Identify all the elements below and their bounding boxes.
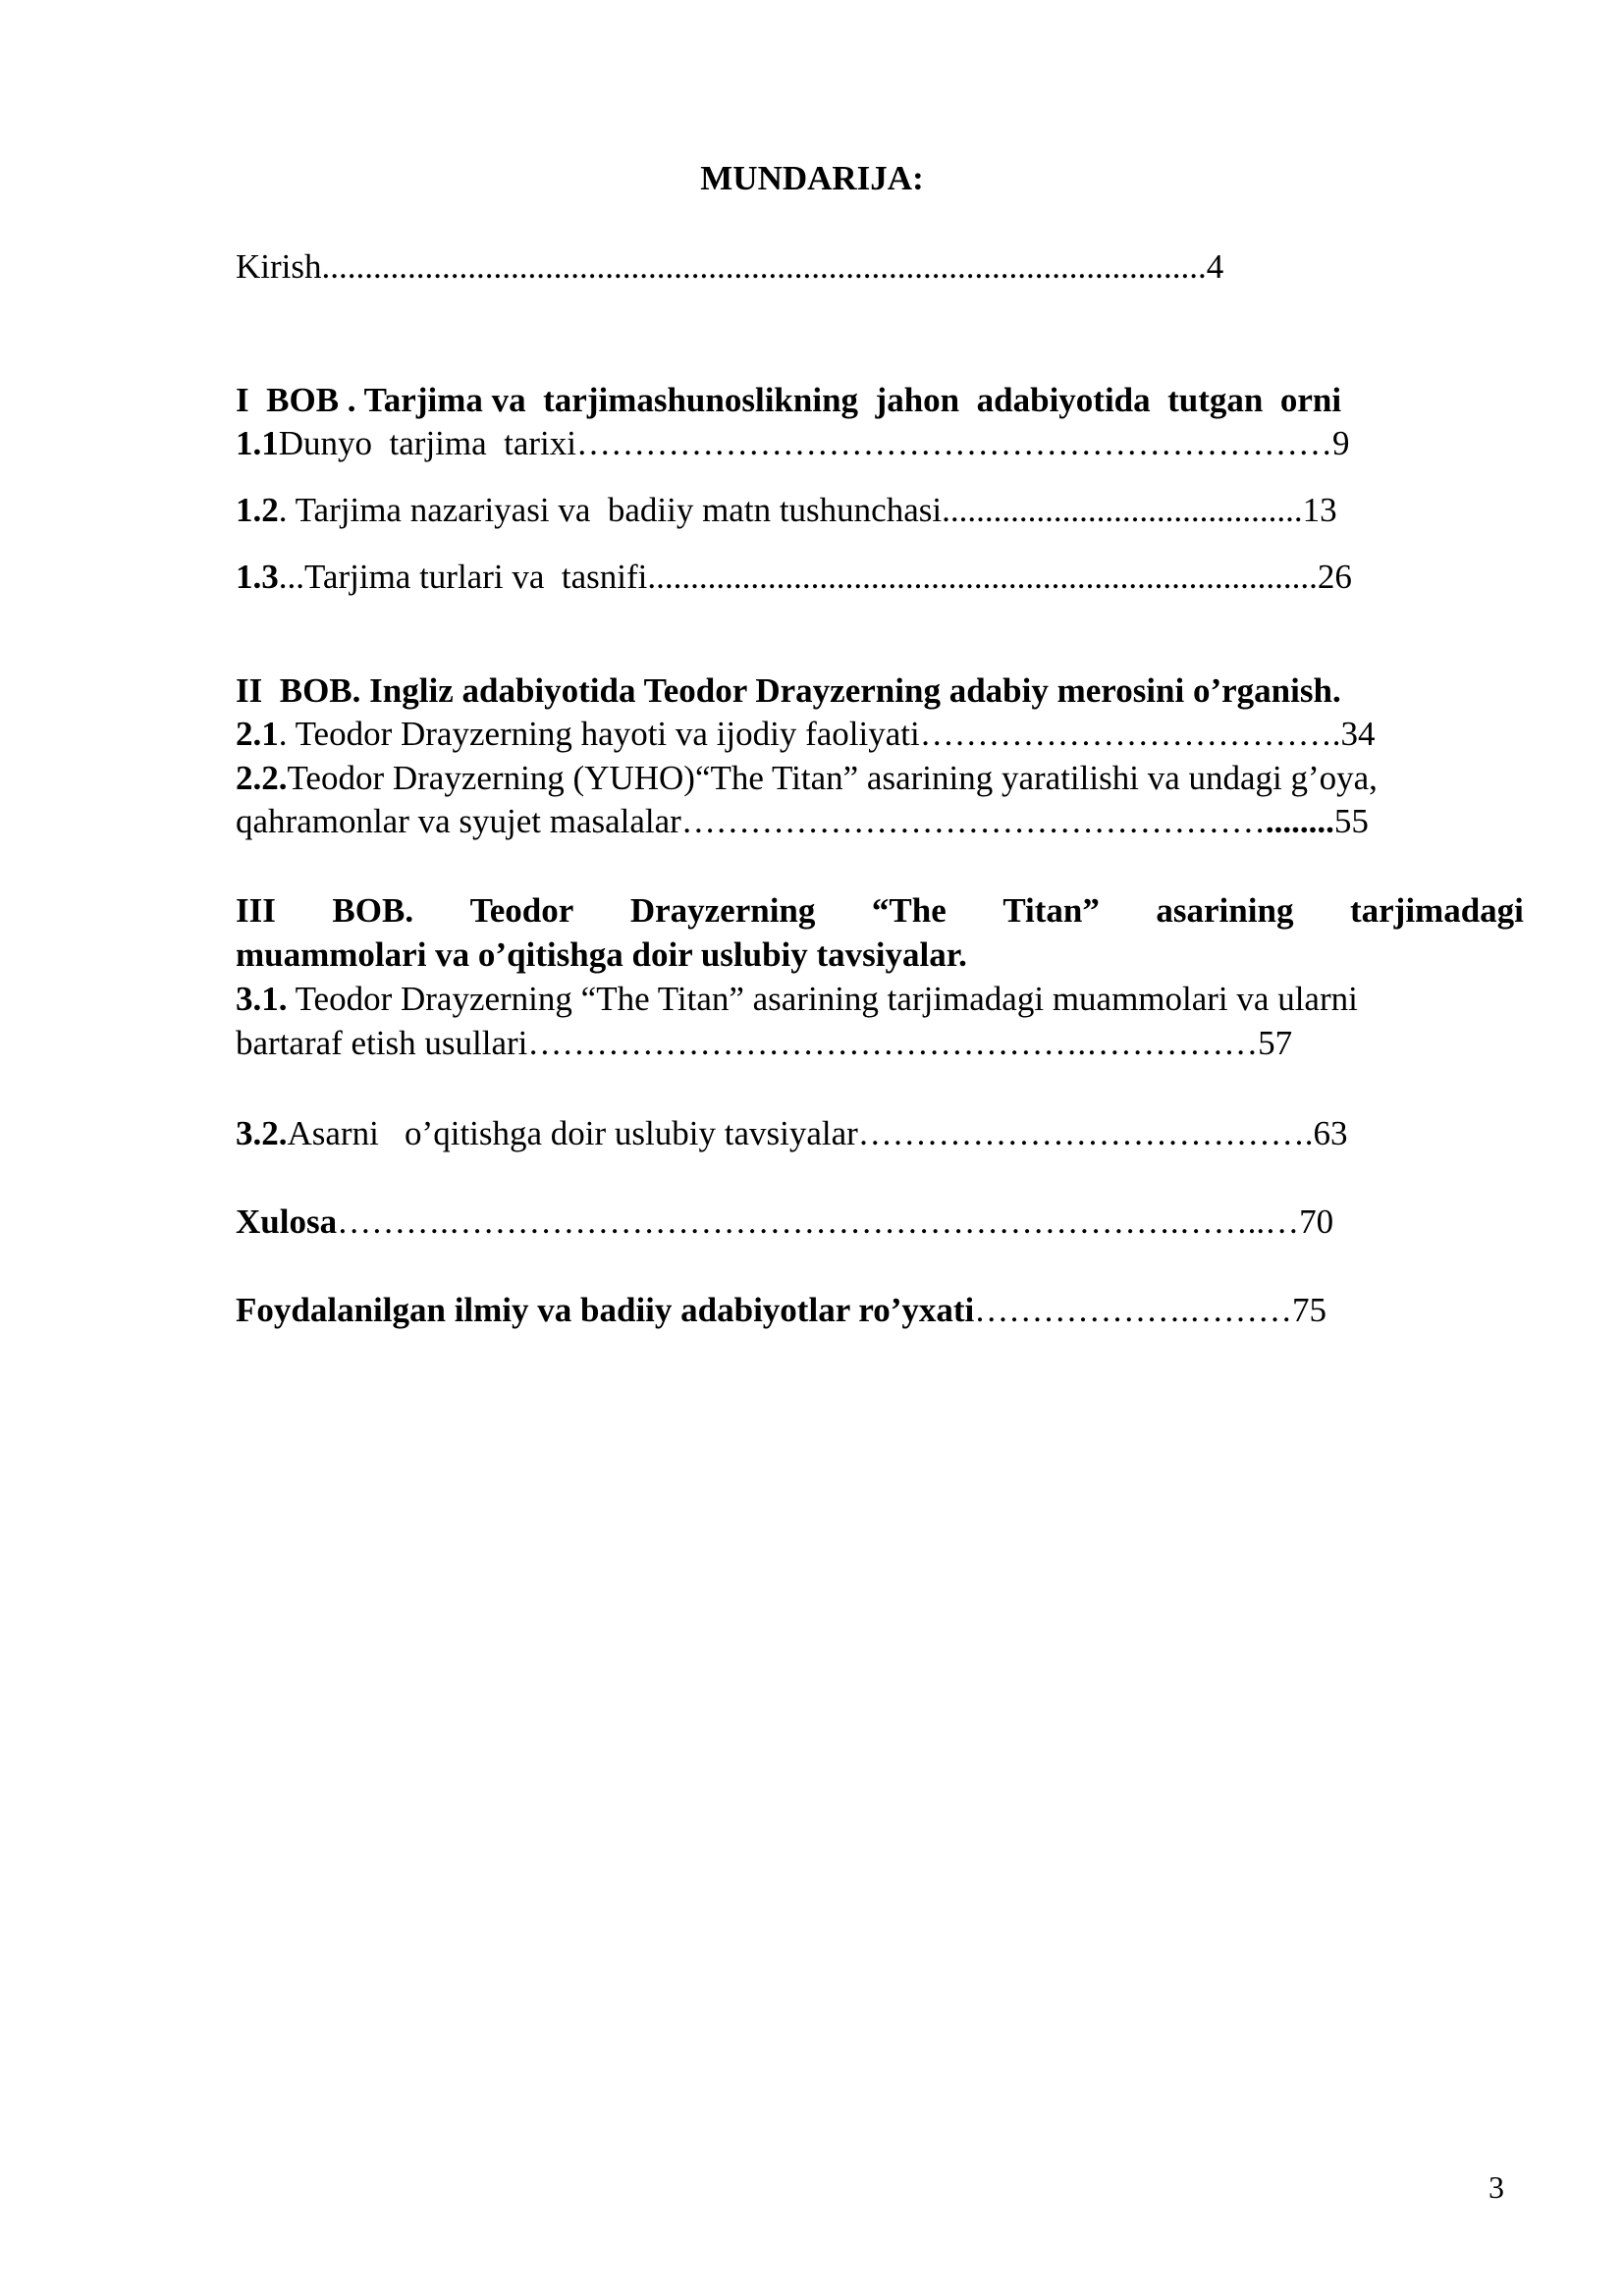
- section-number: 3.1.: [236, 980, 288, 1018]
- toc-leader: ………………………………….: [857, 1114, 1314, 1152]
- toc-leader: ……………….………: [974, 1291, 1293, 1329]
- section-number: 1.2: [236, 491, 279, 529]
- toc-text: Foydalanilgan ilmiy va badiiy adabiyotlar ro’yxati: [236, 1291, 975, 1329]
- chapter-3-heading: [236, 889, 1524, 933]
- toc-text: . Tarjima nazariyasi va badiiy matn tushunchasi: [278, 491, 943, 529]
- chapter-title: Tarjima va tarjimashunoslikning jahon adabiyotida tutgan orni: [363, 381, 1342, 419]
- toc-page: 70: [1299, 1202, 1334, 1241]
- toc-leader: ……………………………………………: [680, 802, 1266, 840]
- toc-entry-bibliography: [236, 1289, 1326, 1332]
- toc-page: 13: [1302, 491, 1337, 529]
- toc-text: Teodor Drayzerning (YUHO)“The Titan” asarining yaratilishi va undagi g’oya,: [287, 759, 1378, 797]
- toc-leader: …………………………………………………………: [576, 424, 1333, 462]
- toc-page: 9: [1332, 424, 1350, 462]
- toc-text: Asarni o’qitishga doir uslubiy tavsiyalar: [287, 1114, 858, 1152]
- toc-entry-1-1: [236, 422, 1350, 465]
- toc-entry-2-2: [236, 757, 1378, 800]
- heading-word: III: [236, 891, 276, 930]
- toc-text: Kirish: [236, 247, 322, 286]
- toc-entry-3-1-continued: [236, 1022, 1292, 1065]
- toc-text: Dunyo tarjima tarixi: [278, 424, 577, 462]
- toc-entry-xulosa: [236, 1201, 1333, 1244]
- toc-page: 55: [1333, 802, 1369, 840]
- chapter-label: I BOB .: [236, 381, 356, 419]
- toc-leader: ..........................................: [942, 491, 1303, 529]
- chapter-1-heading: [236, 379, 1341, 422]
- toc-entry-1-2: [236, 489, 1337, 532]
- toc-leader: ………………………………………….……………: [527, 1024, 1259, 1062]
- toc-text: ...Tarjima turlari va tasnifi: [278, 558, 648, 596]
- toc-leader: ..............................................................................: [647, 558, 1318, 596]
- toc-text: bartaraf etish usullari: [236, 1024, 528, 1062]
- toc-entry-kirish: [236, 245, 1223, 289]
- toc-text: . Teodor Drayzerning hayoti va ijodiy faoliyati: [278, 715, 920, 753]
- toc-entry-2-1: [236, 713, 1375, 756]
- toc-page: 26: [1317, 558, 1352, 596]
- toc-leader: ……………………………….: [919, 715, 1341, 753]
- heading-word: BOB.: [332, 891, 414, 930]
- toc-entry-3-2: [236, 1112, 1348, 1155]
- heading-word: Teodor: [469, 891, 574, 930]
- chapter-3-heading-continued: muammolari va o’qitishga doir uslubiy tavsiyalar.: [236, 935, 967, 974]
- toc-leader: .......................................................................................................: [321, 247, 1207, 286]
- toc-page: 57: [1258, 1024, 1293, 1062]
- chapter-2-heading: II BOB. Ingliz adabiyotida Teodor Drayzerning adabiy merosini o’rganish.: [236, 671, 1341, 710]
- section-number: 3.2.: [236, 1114, 288, 1152]
- toc-page: 75: [1292, 1291, 1327, 1329]
- toc-entry-3-1: [236, 978, 1358, 1021]
- section-number: 2.2.: [236, 759, 288, 797]
- toc-text: Xulosa: [236, 1202, 338, 1241]
- heading-word: “The: [871, 891, 947, 930]
- heading-word: Drayzerning: [629, 891, 816, 930]
- toc-page: 63: [1313, 1114, 1348, 1152]
- toc-page: 34: [1340, 715, 1376, 753]
- toc-entry-1-3: [236, 556, 1352, 599]
- section-number: 2.1: [236, 715, 279, 753]
- page-title: MUNDARIJA:: [700, 159, 924, 197]
- page-number: 3: [1489, 2169, 1504, 2205]
- section-number: 1.3: [236, 558, 279, 596]
- section-number: 1.1: [236, 424, 279, 462]
- toc-leader-bold: ........: [1265, 802, 1334, 840]
- toc-entry-2-2-continued: [236, 800, 1369, 843]
- heading-word: asarining: [1156, 891, 1294, 930]
- toc-text: Teodor Drayzerning “The Titan” asarining tarjimadagi muammolari va ularni: [287, 980, 1358, 1018]
- toc-page: 4: [1206, 247, 1224, 286]
- heading-word: Titan”: [1002, 891, 1100, 930]
- heading-word: tarjimadagi: [1349, 891, 1524, 930]
- toc-text: qahramonlar va syujet masalalar: [236, 802, 681, 840]
- toc-leader: ……….……………………………………………………….……..…: [337, 1202, 1300, 1241]
